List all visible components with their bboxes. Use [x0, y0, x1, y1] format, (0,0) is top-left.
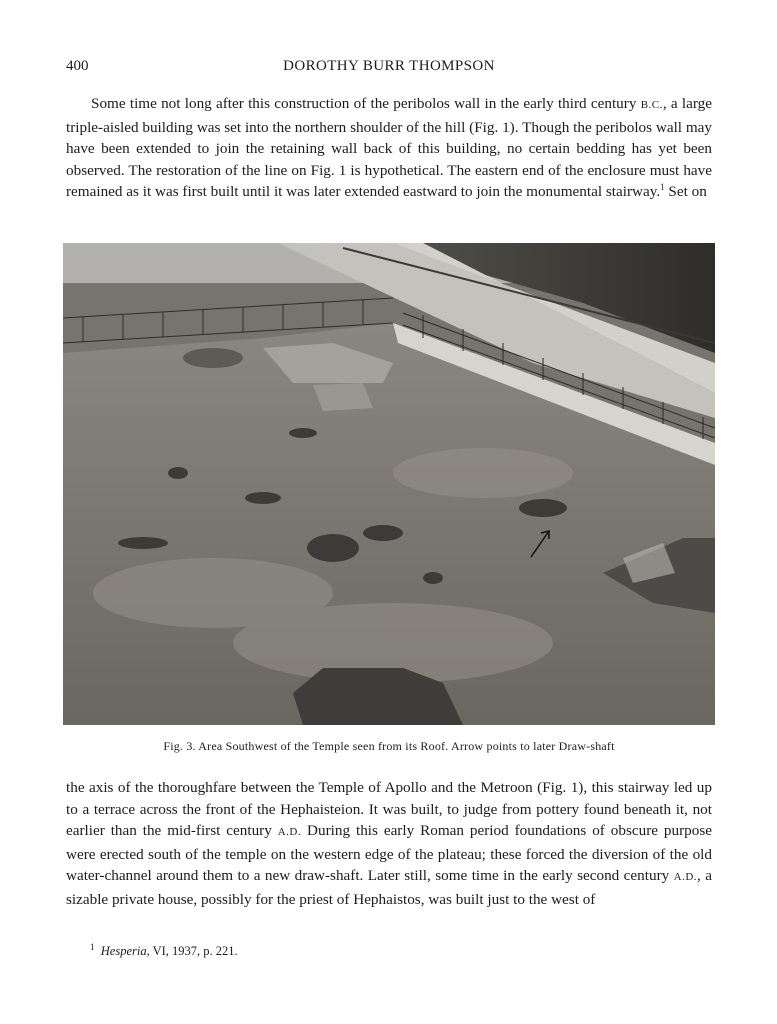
photo-illustration — [63, 243, 715, 725]
paragraph-text: Set on — [664, 183, 707, 200]
footnote — [90, 941, 238, 959]
era-abbreviation: A.D. — [673, 871, 698, 883]
page-number: 400 — [66, 58, 89, 74]
running-head: DOROTHY BURR THOMPSON — [283, 58, 495, 74]
footnote-number: 1 — [90, 941, 95, 952]
body-paragraph-1 — [66, 93, 712, 203]
footnote-citation: , VI, 1937, p. 221. — [146, 944, 238, 958]
era-abbreviation: A.D. — [277, 826, 302, 838]
page-header — [66, 58, 712, 78]
paragraph-text: the axis of the thoroughfare between the Temple of Apollo and the Metroon (Fig. 1), this stairway led up to a terrace across the front of the Hephaisteion. It was built, to judge from pottery found beneath it, not earlier than the mid-first century — [66, 779, 712, 839]
footnote-journal-title: Hesperia — [100, 944, 147, 958]
paragraph-text: , a large triple-aisled building was set into the northern shoulder of the hill (Fig. 1). Though the peribolos wall may have been extended to join the retaining wall back of this building, no certain bedding has yet been observed. The restoration of the line on Fig. 1 is hypothetical. The eastern end of the enclosure must have remained as it was first built until it was later extended eastward to join the monumental stairway. — [66, 95, 712, 200]
era-abbreviation: B.C. — [640, 99, 663, 111]
paragraph-text: , a sizable private house, possibly for the priest of Hephaistos, was built just to the west of — [66, 867, 712, 908]
body-paragraph-2 — [66, 777, 712, 910]
excavation-photograph — [63, 243, 715, 725]
paragraph-text: During this early Roman period foundations of obscure purpose were erected south of the temple on the western edge of the plateau; these forced the diversion of the old water-channel around them to a new draw-shaft. Later still, some time in the early second century — [66, 822, 713, 884]
footnote-reference[interactable]: 1 — [660, 181, 665, 192]
figure-caption: Fig. 3. Area Southwest of the Temple seen from its Roof. Arrow points to later Draw-shaft — [163, 739, 615, 753]
paragraph-text: Some time not long after this construction of the peribolos wall in the early third century — [91, 95, 641, 112]
